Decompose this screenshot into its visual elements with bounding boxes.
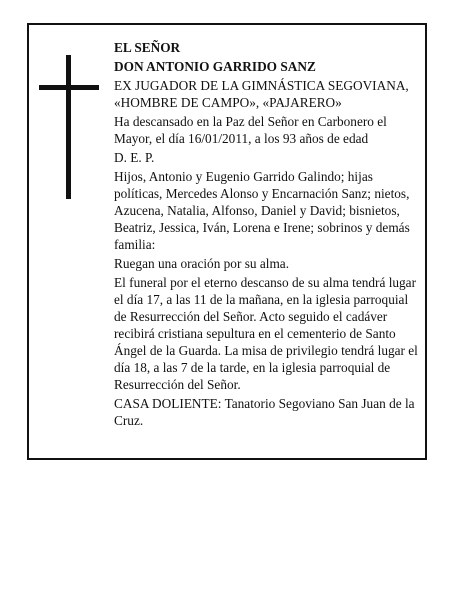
cross-icon	[39, 55, 99, 199]
title-line-1: EL SEÑOR	[114, 40, 181, 55]
cross-horizontal-bar	[39, 85, 99, 90]
notice-text	[114, 39, 419, 431]
deceased-name: DON ANTONIO GARRIDO SANZ	[114, 59, 316, 74]
obituary-notice	[27, 23, 427, 460]
rip-line: D. E. P.	[114, 150, 155, 165]
deceased-subtitle: EX JUGADOR DE LA GIMNÁSTICA SEGOVIANA, «HOMBRE DE CAMPO», «PAJARERO»	[114, 78, 409, 110]
funeral-details: El funeral por el eterno descanso de su alma tendrá lugar el día 17, a las 11 de la mañana, en la iglesia parroquial de Resurrección del Señor. Acto seguido el cadáver recibirá cristiana sepultura en el cementerio de Santo Ángel de la Guarda. La misa de privilegio tendrá lugar el día 18, a las 7 de la tarde, en la iglesia parroquial de Resurrección del Señor.	[114, 275, 418, 392]
cross-vertical-bar	[66, 55, 71, 199]
rest-statement: Ha descansado en la Paz del Señor en Carbonero el Mayor, el día 16/01/2011, a los 93 años de edad	[114, 114, 387, 146]
mourning-house: CASA DOLIENTE: Tanatorio Segoviano San Juan de la Cruz.	[114, 396, 415, 428]
prayer-request: Ruegan una oración por su alma.	[114, 256, 290, 271]
family-list: Hijos, Antonio y Eugenio Garrido Galindo; hijas políticas, Mercedes Alonso y Encarnación Sanz; nietos, Azucena, Natalia, Alfonso, Daniel y David; bisnietos, Beatriz, Jessica, Iván, Lorena e Irene; sobrinos y demás familia:	[114, 169, 410, 252]
